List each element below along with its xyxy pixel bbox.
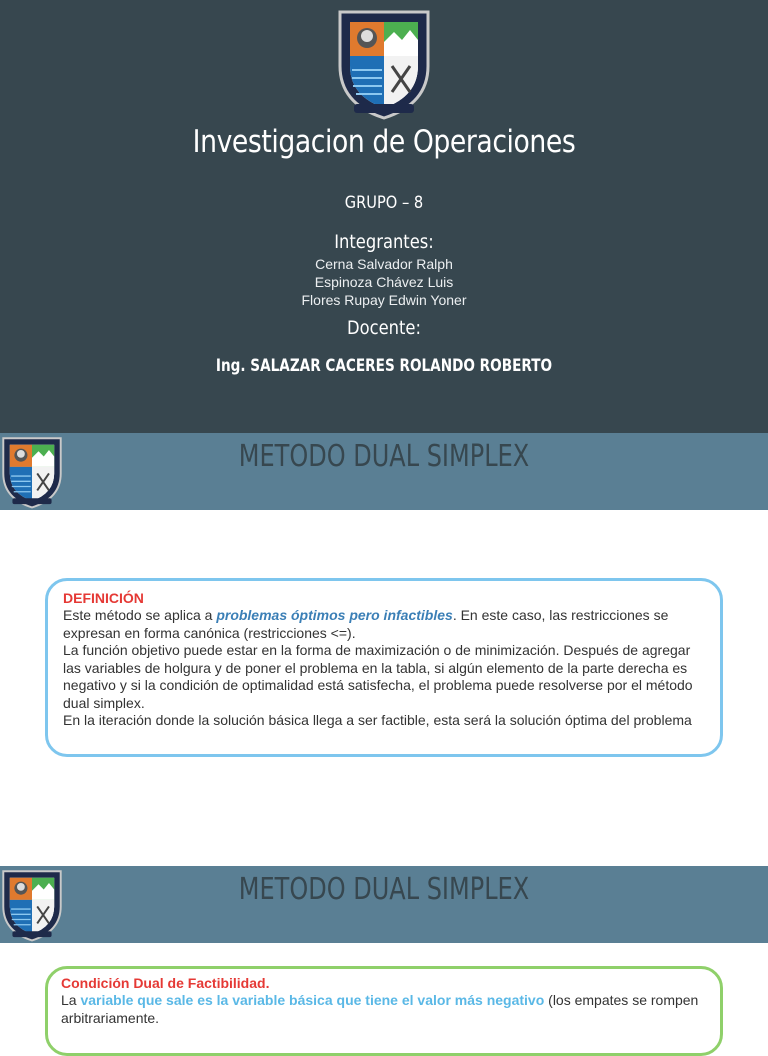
member-name: Espinoza Chávez Luis xyxy=(314,274,454,290)
group-label: GRUPO – 8 xyxy=(344,193,424,213)
definition-paragraph xyxy=(63,607,706,642)
text-run: . En este caso, las restricciones se expresan en forma canónica (restricciones <=). xyxy=(63,607,669,641)
definition-title: DEFINICIÓN xyxy=(63,590,144,606)
slide3-title: METODO DUAL SIMPLEX xyxy=(238,872,530,907)
slide2-header xyxy=(0,433,768,510)
feasibility-title: Condición Dual de Factibilidad. xyxy=(61,975,270,991)
university-crest-icon xyxy=(0,433,64,510)
member-name: Flores Rupay Edwin Yoner xyxy=(301,292,467,308)
university-crest-icon xyxy=(0,866,64,943)
text-run: Este método se aplica a xyxy=(63,607,217,623)
teacher-name: Ing. SALAZAR CACERES ROLANDO ROBERTO xyxy=(215,356,553,376)
text-run: La xyxy=(61,992,81,1008)
text-run: (los empates se rompen arbitrariamente. xyxy=(61,992,699,1026)
highlight-text: problemas óptimos pero infactibles xyxy=(216,607,453,623)
member-name: Cerna Salvador Ralph xyxy=(315,256,453,272)
members-heading: Integrantes: xyxy=(334,231,434,253)
teacher-heading: Docente: xyxy=(347,317,421,339)
feasibility-paragraph xyxy=(61,992,706,1027)
definition-paragraph: En la iteración donde la solución básica llega a ser factible, esta será la solución óptima del problema xyxy=(63,712,692,728)
definition-box xyxy=(45,578,723,757)
university-crest-icon xyxy=(336,4,432,122)
title-slide xyxy=(0,0,768,433)
highlight-text: variable que sale es la variable básica que tiene el valor más negativo xyxy=(80,992,545,1008)
presentation-title: Investigacion de Operaciones xyxy=(192,124,576,160)
slide2-title: METODO DUAL SIMPLEX xyxy=(238,439,530,474)
definition-paragraph: La función objetivo puede estar en la forma de maximización o de minimización. Después de agregar las variables de holgura y de poner el problema en la tabla, si algún elemento de la parte derecha es negativo y si la condición de optimalidad está satisfecha, el problema puede resolverse por el método dual simplex. xyxy=(63,642,693,711)
slide3-header xyxy=(0,866,768,943)
feasibility-box xyxy=(45,966,723,1056)
